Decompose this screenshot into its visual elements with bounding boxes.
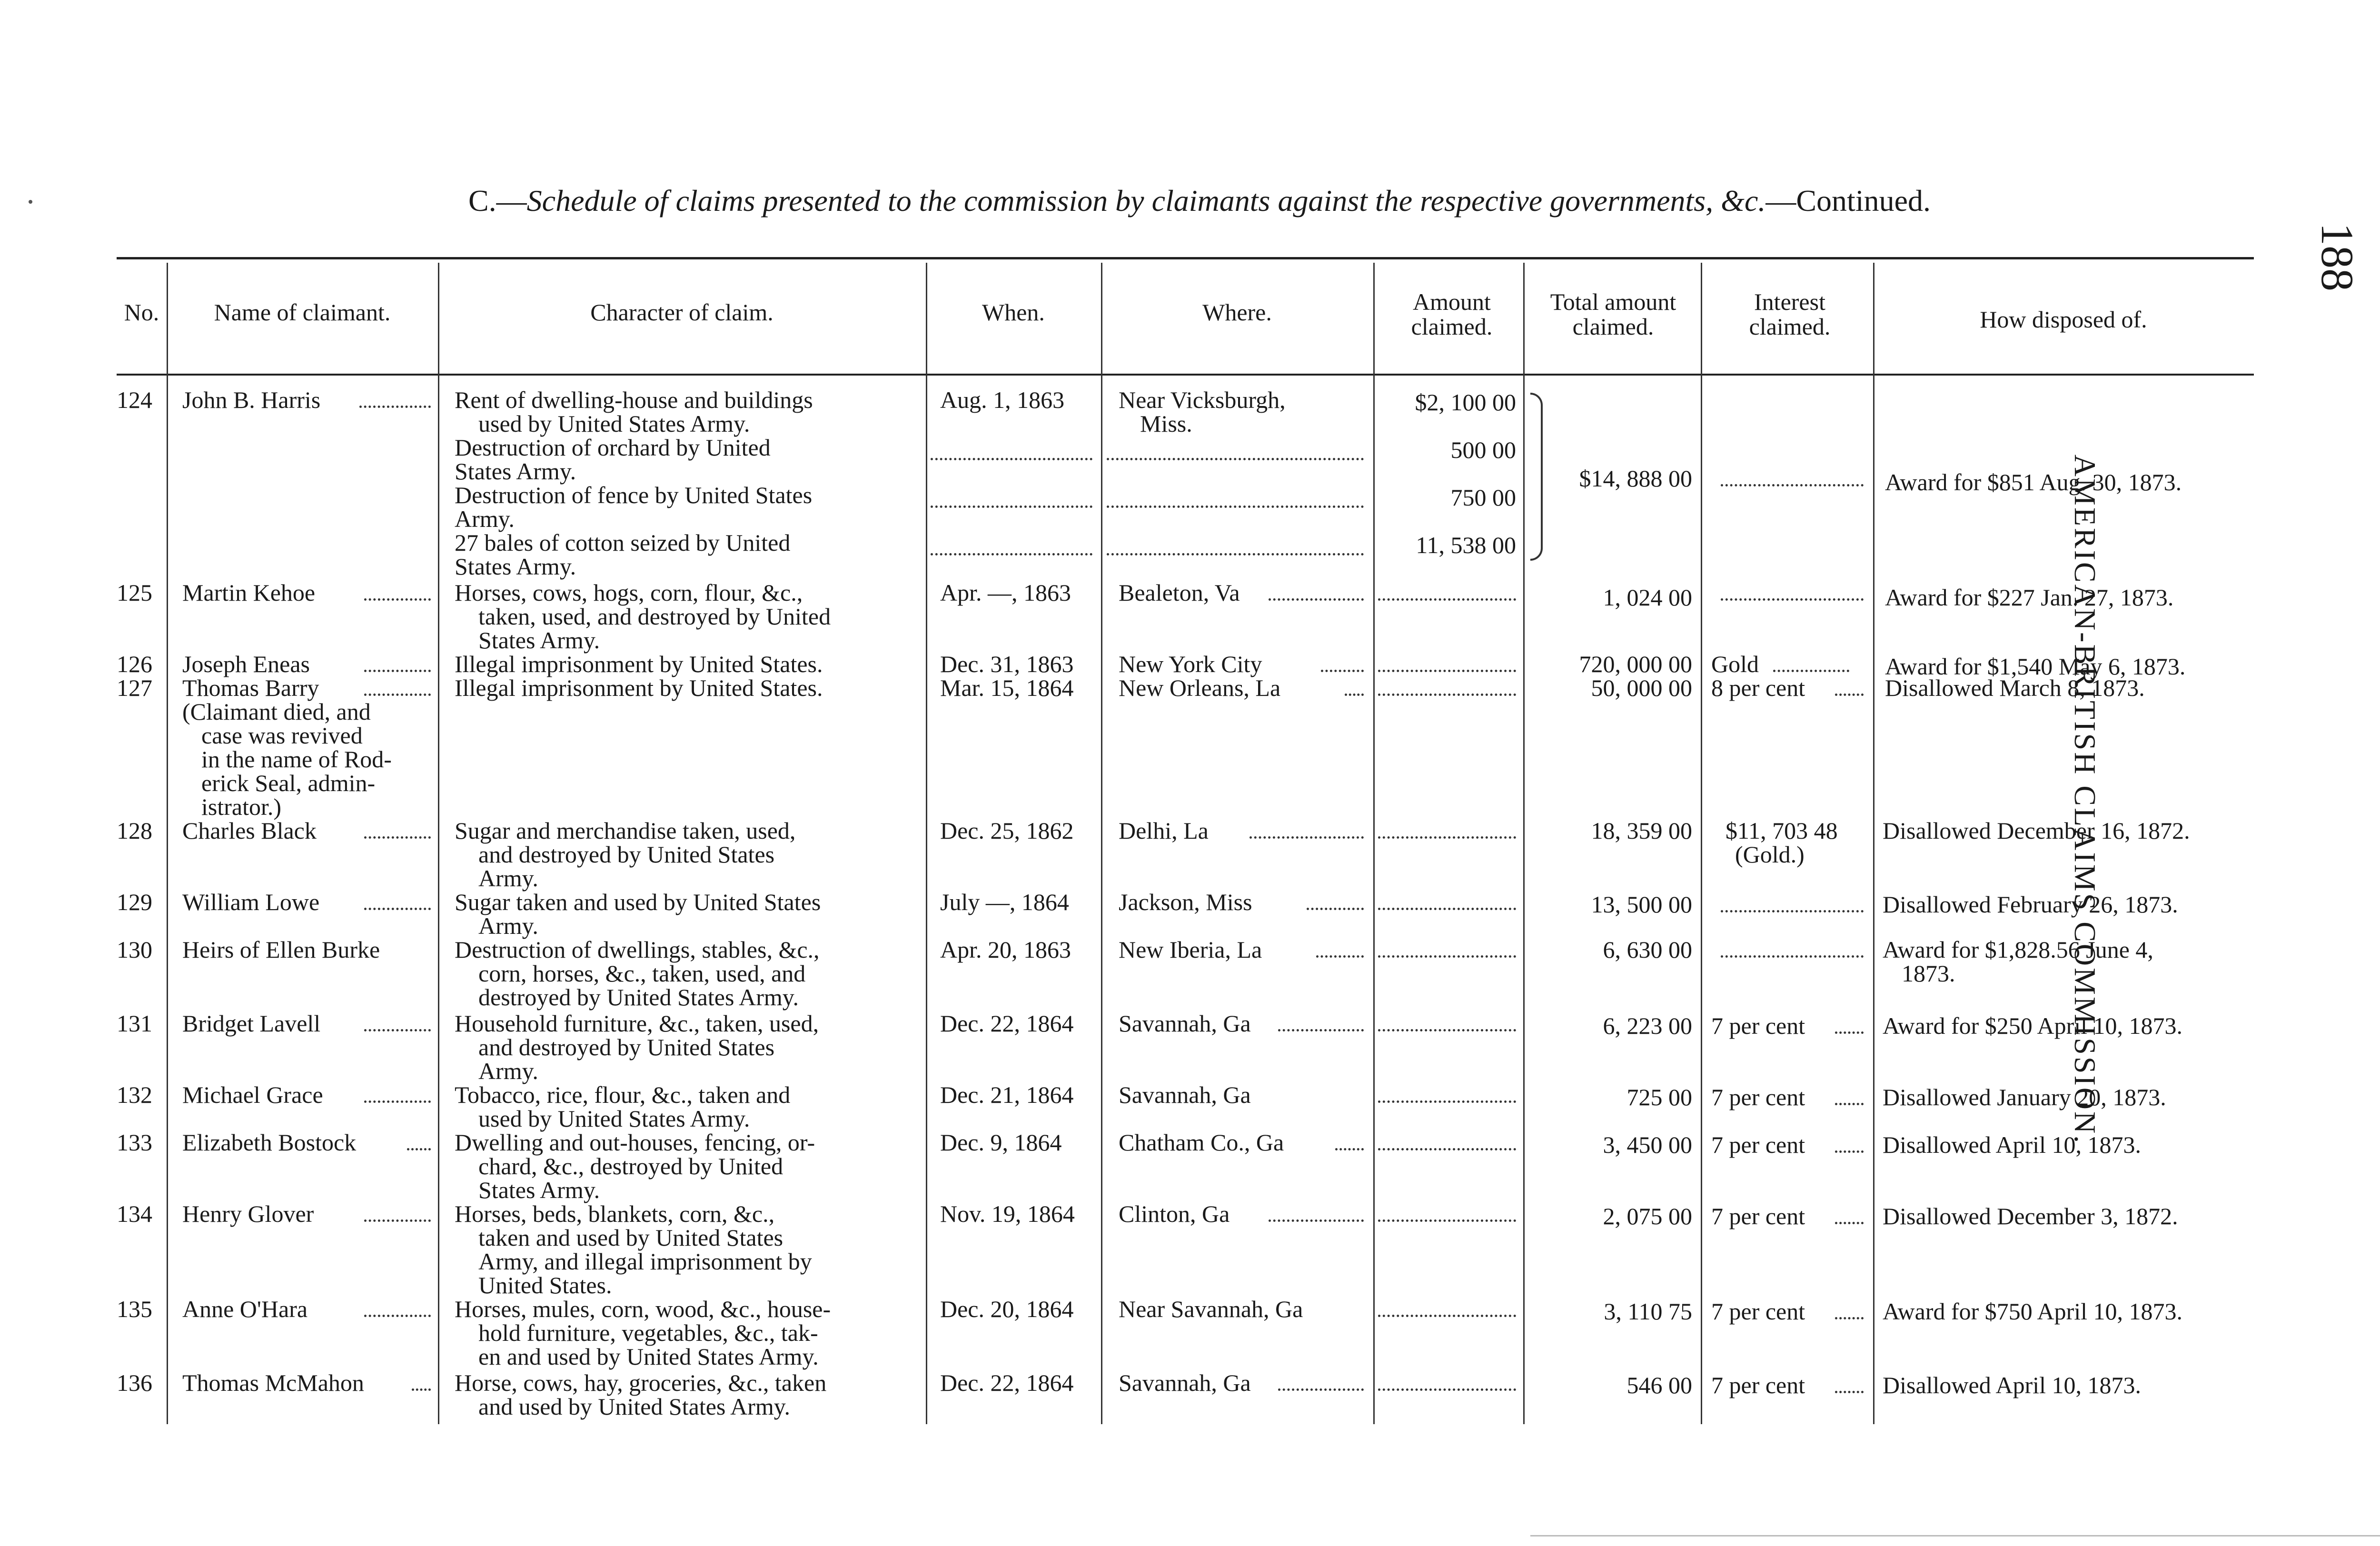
page-title [371, 183, 2028, 218]
disposition: Disallowed January 20, 1873. [1883, 1084, 2166, 1110]
interest-claimed: 7 per cent [1711, 1298, 1805, 1325]
claimant-name: Thomas McMahon [182, 1369, 364, 1396]
total-claimed: 6, 223 00 [1603, 1012, 1692, 1039]
leader-dots [364, 1315, 431, 1317]
row-no: 134 [117, 1200, 152, 1227]
total-claimed: 6, 630 00 [1603, 936, 1692, 963]
total-claimed: $14, 888 00 [1579, 465, 1692, 492]
claim-line: corn, horses, &c., taken, used, and [478, 960, 806, 987]
claimant-name: Heirs of Ellen Burke [182, 936, 380, 963]
header-name: Name of claimant. [214, 299, 391, 326]
claim-place: Near Savannah, Ga [1119, 1296, 1303, 1322]
header-when: When. [982, 299, 1045, 326]
total-claimed: 1, 024 00 [1603, 584, 1692, 611]
column-divider [167, 263, 168, 1424]
header-amount: Amount claimed. [1411, 288, 1493, 340]
claim-date: Apr. 20, 1863 [940, 936, 1071, 963]
leader-dots [359, 406, 431, 408]
column-divider [1701, 263, 1702, 1424]
disposition: Disallowed December 16, 1872. [1883, 817, 2190, 844]
leader-dots [931, 553, 1092, 555]
leader-dots [1345, 694, 1364, 696]
leader-dots [1835, 1391, 1864, 1393]
leader-dots [1378, 598, 1516, 601]
row-no: 127 [117, 674, 152, 701]
column-divider [1873, 263, 1874, 1424]
claimant-note: in the name of Rod- [201, 746, 392, 773]
leader-dots [1269, 598, 1364, 601]
claimant-name: Anne O'Hara [182, 1296, 308, 1322]
claim-line: States Army. [478, 627, 600, 654]
total-claimed: 720, 000 00 [1579, 651, 1692, 677]
leader-dots [1835, 1317, 1864, 1319]
claimant-note: erick Seal, admin- [201, 770, 376, 796]
claimant-note: case was revived [201, 722, 363, 749]
claim-date: Apr. —, 1863 [940, 579, 1071, 606]
claimant-name: Thomas Barry [182, 674, 319, 701]
leader-dots [931, 458, 1092, 460]
column-divider [926, 263, 927, 1424]
disposition: Award for $227 Jan. 27, 1873. [1885, 584, 2174, 611]
claim-line: and used by United States Army. [478, 1393, 791, 1420]
column-divider [1101, 263, 1102, 1424]
claim-place: Savannah, Ga [1119, 1369, 1251, 1396]
claim-place: Bealeton, Va [1119, 579, 1240, 606]
claim-place: Near Vicksburgh, [1119, 386, 1286, 413]
disposition: Disallowed March 8, 1873. [1885, 674, 2145, 701]
row-no: 129 [117, 889, 152, 915]
leader-dots [1378, 1100, 1516, 1103]
disposition: Disallowed December 3, 1872. [1883, 1203, 2178, 1229]
claim-place: Savannah, Ga [1119, 1010, 1251, 1037]
claim-line: Horses, beds, blankets, corn, &c., [455, 1200, 775, 1227]
leader-dots [1107, 458, 1364, 460]
claim-line: destroyed by United States Army. [478, 984, 799, 1011]
leader-dots [412, 1388, 431, 1391]
header-interest: Interest claimed. [1749, 288, 1831, 340]
interest-claimed: $11, 703 48 [1726, 817, 1838, 844]
claim-place: New Iberia, La [1119, 936, 1262, 963]
row-no: 131 [117, 1010, 152, 1037]
total-claimed: 546 00 [1626, 1372, 1692, 1398]
leader-dots [1835, 1031, 1864, 1034]
claimant-name: Charles Black [182, 817, 317, 844]
claim-line: Destruction of dwellings, stables, &c., [455, 936, 820, 963]
total-claimed: 3, 450 00 [1603, 1131, 1692, 1158]
title-suffix: —Continued. [1765, 184, 1931, 218]
header-where: Where. [1202, 299, 1272, 326]
row-no: 125 [117, 579, 152, 606]
claim-line: used by United States Army. [478, 410, 750, 437]
claim-line: hold furniture, vegetables, &c., tak- [478, 1319, 818, 1346]
claim-date: Nov. 19, 1864 [940, 1200, 1075, 1227]
leader-dots [364, 1029, 431, 1031]
disposition: Award for $250 April 10, 1873. [1883, 1012, 2183, 1039]
leader-dots [364, 1219, 431, 1222]
claim-line: Army. [478, 865, 538, 892]
row-no: 124 [117, 386, 152, 413]
header-no: No. [124, 299, 159, 326]
claim-line: United States. [478, 1272, 612, 1298]
row-no: 133 [117, 1129, 152, 1156]
interest-claimed: 8 per cent [1711, 674, 1805, 701]
leader-dots [1250, 836, 1364, 839]
claim-date: Dec. 20, 1864 [940, 1296, 1074, 1322]
disposition: Award for $851 Aug. 30, 1873. [1885, 469, 2182, 496]
header-disposed: How disposed of. [1980, 306, 2147, 333]
amount-claimed: 500 00 [1450, 436, 1516, 463]
claim-line: taken and used by United States [478, 1224, 783, 1251]
claim-place: Savannah, Ga [1119, 1081, 1251, 1108]
leader-dots [1378, 1315, 1516, 1317]
scan-edge-line [1530, 1535, 2380, 1536]
claim-place: Miss. [1140, 410, 1192, 437]
row-no: 136 [117, 1369, 152, 1396]
claim-line: States Army. [455, 553, 576, 580]
claim-line: Army. [455, 505, 515, 532]
disposition: Award for $1,828.56 June 4, [1883, 936, 2153, 963]
claim-line: Dwelling and out-houses, fencing, or- [455, 1129, 815, 1156]
claimant-name: Joseph Eneas [182, 651, 310, 677]
total-claimed: 725 00 [1626, 1084, 1692, 1110]
claim-place: Jackson, Miss [1119, 889, 1252, 915]
column-divider [1523, 263, 1525, 1424]
leader-dots [1378, 1148, 1516, 1150]
amount-claimed: 750 00 [1450, 484, 1516, 511]
interest-claimed: (Gold.) [1735, 841, 1805, 868]
amount-claimed: $2, 100 00 [1415, 389, 1516, 416]
interest-claimed: 7 per cent [1711, 1012, 1805, 1039]
leader-dots [1378, 1388, 1516, 1391]
claim-line: Destruction of orchard by United [455, 434, 771, 461]
leader-dots [1835, 694, 1864, 696]
claimant-name: Henry Glover [182, 1200, 314, 1227]
claims-table [117, 257, 2254, 1428]
claimant-name: John B. Harris [182, 386, 321, 413]
total-claimed: 13, 500 00 [1591, 891, 1692, 918]
leader-dots [1107, 553, 1364, 555]
leader-dots [1278, 1388, 1364, 1391]
disposition: Award for $750 April 10, 1873. [1883, 1298, 2183, 1325]
claim-line: and destroyed by United States [478, 1034, 775, 1060]
row-no: 128 [117, 817, 152, 844]
leader-dots [1378, 836, 1516, 839]
total-claimed: 50, 000 00 [1591, 674, 1692, 701]
leader-dots [1835, 1222, 1864, 1224]
leader-dots [364, 670, 431, 672]
disposition: Disallowed April 10, 1873. [1883, 1131, 2142, 1158]
row-no: 126 [117, 651, 152, 677]
total-claimed: 18, 359 00 [1591, 817, 1692, 844]
claimant-note: istrator.) [201, 793, 282, 820]
claim-line: Household furniture, &c., taken, used, [455, 1010, 819, 1037]
total-claimed: 3, 110 75 [1604, 1298, 1692, 1325]
row-no: 132 [117, 1081, 152, 1108]
interest-claimed: 7 per cent [1711, 1084, 1805, 1110]
claimant-name: William Lowe [182, 889, 320, 915]
leader-dots [1721, 484, 1864, 486]
leader-dots [1721, 910, 1864, 912]
column-divider [438, 263, 439, 1424]
row-no: 135 [117, 1296, 152, 1322]
row-no: 130 [117, 936, 152, 963]
claimant-name: Elizabeth Bostock [182, 1129, 357, 1156]
claim-line: Army. [478, 912, 538, 939]
leader-dots [1835, 1150, 1864, 1153]
claim-date: Dec. 22, 1864 [940, 1010, 1074, 1037]
claim-line: Rent of dwelling-house and buildings [455, 386, 813, 413]
amount-claimed: 11, 538 00 [1416, 532, 1516, 558]
leader-dots [1335, 1148, 1364, 1150]
claimant-name: Michael Grace [182, 1081, 323, 1108]
claim-date: Aug. 1, 1863 [940, 386, 1065, 413]
claim-date: Dec. 31, 1863 [940, 651, 1074, 677]
interest-claimed: Gold [1711, 651, 1759, 677]
leader-dots [364, 1100, 431, 1103]
header-bottom-rule [117, 374, 2254, 376]
header-total: Total amount claimed. [1550, 288, 1676, 340]
leader-dots [1278, 1029, 1364, 1031]
claim-line: Sugar and merchandise taken, used, [455, 817, 796, 844]
claim-line: Horses, cows, hogs, corn, flour, &c., [455, 579, 803, 606]
leader-dots [364, 694, 431, 696]
scan-speck [29, 200, 32, 204]
claim-place: New York City [1119, 651, 1262, 677]
leader-dots [1835, 1103, 1864, 1105]
leader-dots [1321, 670, 1364, 672]
leader-dots [1721, 598, 1864, 601]
disposition: Award for $1,540 May 6, 1873. [1885, 653, 2186, 680]
leader-dots [1269, 1219, 1364, 1222]
leader-dots [1378, 1029, 1516, 1031]
claim-line: chard, &c., destroyed by United [478, 1153, 783, 1179]
claim-line: and destroyed by United States [478, 841, 775, 868]
leader-dots [1378, 694, 1516, 696]
leader-dots [1378, 908, 1516, 910]
leader-dots [1307, 908, 1364, 910]
leader-dots [931, 505, 1092, 508]
claim-line: Horse, cows, hay, groceries, &c., taken [455, 1369, 827, 1396]
claim-line: Illegal imprisonment by United States. [455, 651, 823, 677]
claim-line: 27 bales of cotton seized by United [455, 529, 791, 556]
leader-dots [1721, 955, 1864, 958]
claimant-name: Bridget Lavell [182, 1010, 321, 1037]
interest-claimed: 7 per cent [1711, 1203, 1805, 1229]
total-claimed: 2, 075 00 [1603, 1203, 1692, 1229]
leader-dots [1378, 955, 1516, 958]
disposition: Disallowed April 10, 1873. [1883, 1372, 2142, 1398]
disposition: 1873. [1902, 960, 1955, 987]
disposition: Disallowed February 26, 1873. [1883, 891, 2178, 918]
leader-dots [1378, 1219, 1516, 1222]
interest-claimed: 7 per cent [1711, 1372, 1805, 1398]
claim-line: Illegal imprisonment by United States. [455, 674, 823, 701]
column-divider [1373, 263, 1375, 1424]
leader-dots [1773, 670, 1849, 672]
title-italic: Schedule of claims presented to the commission by claimants against the respective governments, &c. [526, 184, 1766, 218]
claim-line: Army, and illegal imprisonment by [478, 1248, 812, 1275]
leader-dots [364, 836, 431, 839]
claim-date: Dec. 9, 1864 [940, 1129, 1062, 1156]
claimant-note: (Claimant died, and [182, 698, 371, 725]
leader-dots [1107, 505, 1364, 508]
claim-line: Army. [478, 1058, 538, 1084]
claim-place: Chatham Co., Ga [1119, 1129, 1284, 1156]
leader-dots [364, 908, 431, 910]
claim-line: Destruction of fence by United States [455, 482, 813, 508]
page-number: 188 [2312, 223, 2363, 291]
leader-dots [1316, 955, 1364, 958]
claim-place: Delhi, La [1119, 817, 1209, 844]
claim-place: New Orleans, La [1119, 674, 1281, 701]
claim-line: States Army. [478, 1177, 600, 1203]
claim-line: en and used by United States Army. [478, 1343, 819, 1370]
claim-date: July —, 1864 [940, 889, 1069, 915]
interest-claimed: 7 per cent [1711, 1131, 1805, 1158]
claim-line: Horses, mules, corn, wood, &c., house- [455, 1296, 831, 1322]
claim-date: Dec. 21, 1864 [940, 1081, 1074, 1108]
table-top-rule [117, 257, 2254, 259]
claim-line: taken, used, and destroyed by United [478, 603, 831, 630]
leader-dots [364, 598, 431, 601]
claim-date: Mar. 15, 1864 [940, 674, 1074, 701]
claim-line: Tobacco, rice, flour, &c., taken and [455, 1081, 791, 1108]
leader-dots [407, 1148, 431, 1150]
header-character: Character of claim. [590, 299, 774, 326]
claimant-name: Martin Kehoe [182, 579, 316, 606]
claim-line: Sugar taken and used by United States [455, 889, 821, 915]
claim-date: Dec. 25, 1862 [940, 817, 1074, 844]
claim-place: Clinton, Ga [1119, 1200, 1230, 1227]
claim-line: used by United States Army. [478, 1105, 750, 1132]
claim-line: States Army. [455, 458, 576, 485]
running-head: AMERICAN-BRITISH CLAIMS COMMISSION. [2068, 454, 2102, 1145]
title-prefix: C.— [468, 184, 527, 218]
leader-dots [1378, 670, 1516, 672]
claim-date: Dec. 22, 1864 [940, 1369, 1074, 1396]
